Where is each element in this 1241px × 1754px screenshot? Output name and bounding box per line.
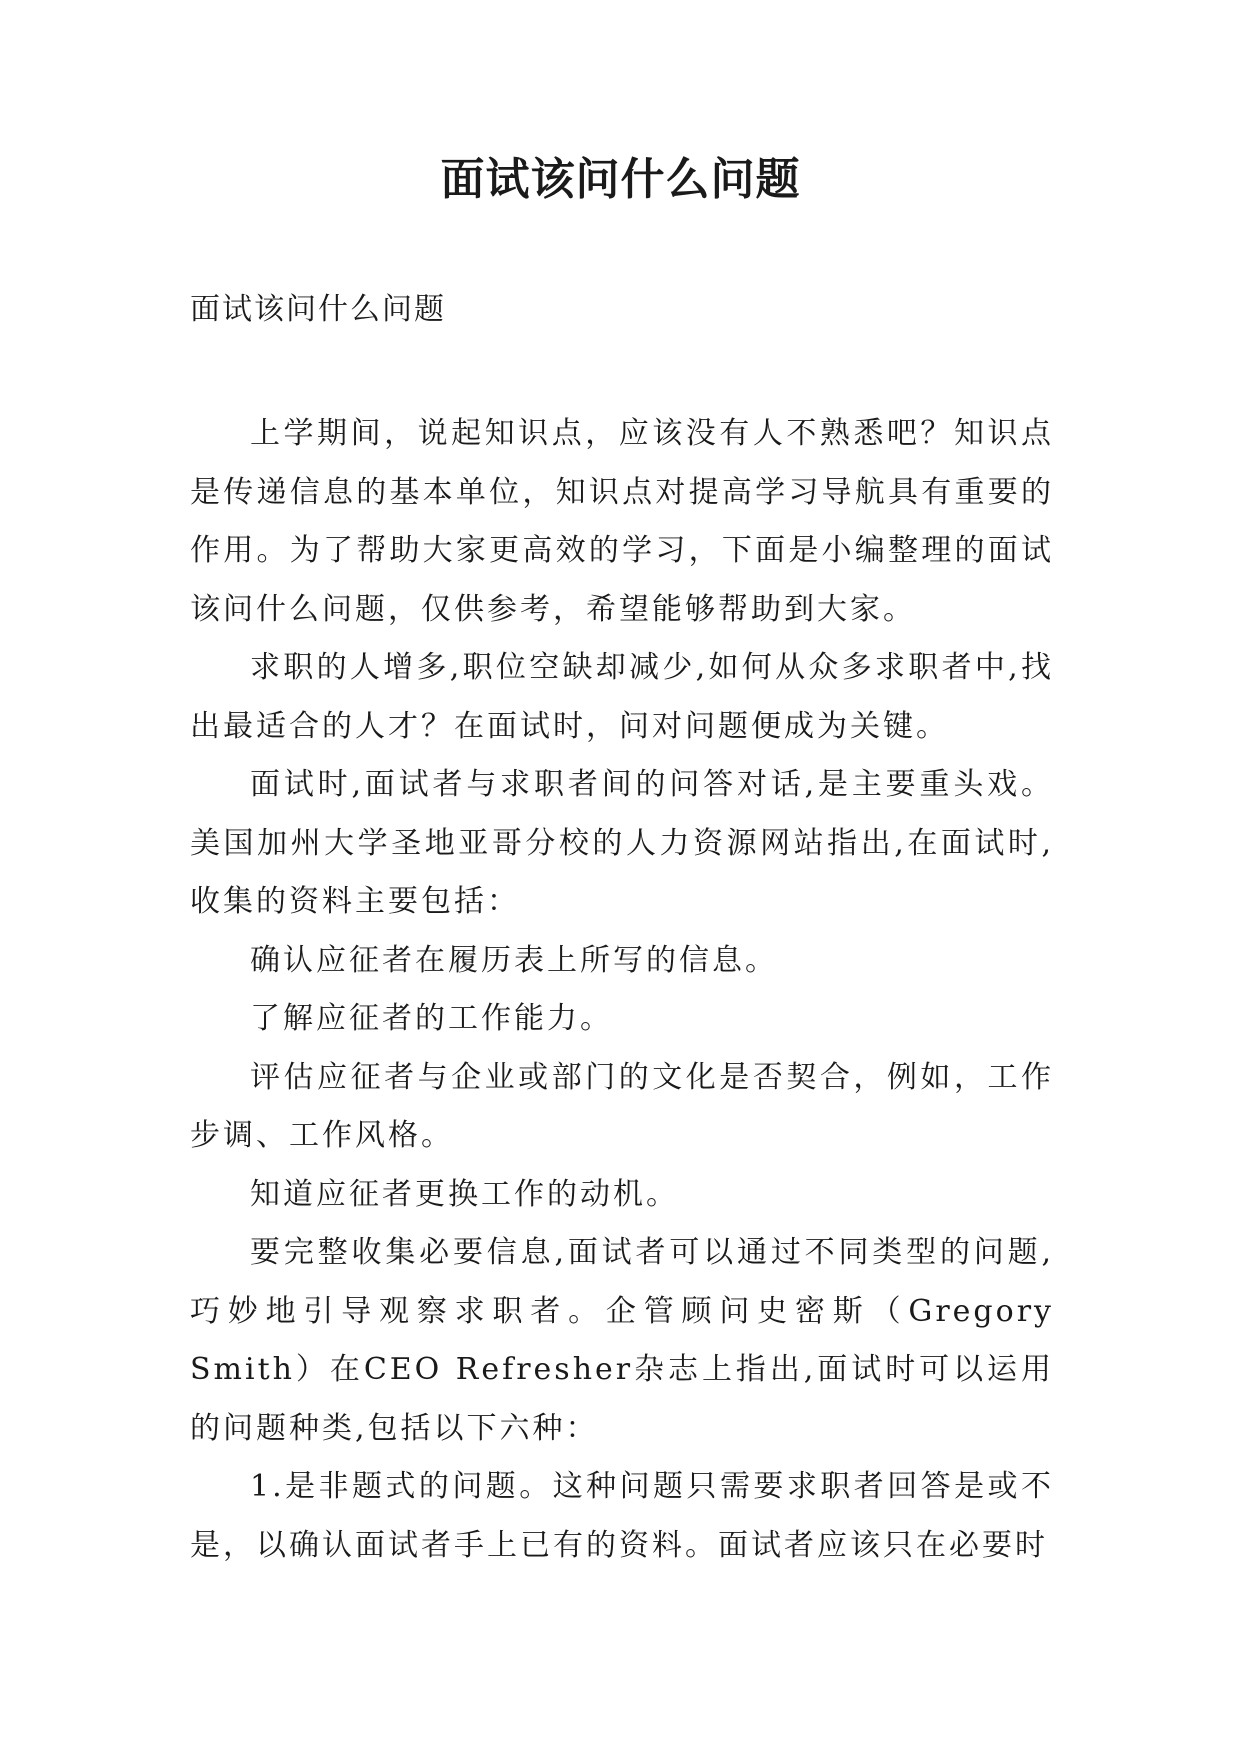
paragraph: 上学期间，说起知识点，应该没有人不熟悉吧？知识点是传递信息的基本单位，知识点对提高学习导航具有重要的作用。为了帮助大家更高效的学习，下面是小编整理的面试该问什么问题，仅供参考，希望能够帮助到大家。: [190, 416, 1054, 627]
document-subtitle: 面试该问什么问题: [190, 292, 446, 327]
paragraph: 知道应征者更换工作的动机。: [250, 1176, 679, 1212]
paragraph: 要完整收集必要信息,面试者可以通过不同类型的问题,巧妙地引导观察求职者。企管顾问史密斯（Gregory Smith）在CEO Refresher杂志上指出,面试时可以运用的问题种类,包括以下六种：: [190, 1235, 1054, 1446]
paragraph: 求职的人增多,职位空缺却减少,如何从众多求职者中,找出最适合的人才？在面试时，问对问题便成为关键。: [190, 650, 1054, 744]
document-title: 面试该问什么问题: [440, 154, 801, 205]
paragraph: 1.是非题式的问题。这种问题只需要求职者回答是或不是，以确认面试者手上已有的资料。面试者应该只在必要时: [190, 1469, 1054, 1563]
paragraph: 评估应征者与企业或部门的文化是否契合，例如，工作步调、工作风格。: [190, 1059, 1054, 1153]
paragraph: 面试时,面试者与求职者间的问答对话,是主要重头戏。美国加州大学圣地亚哥分校的人力资源网站指出,在面试时,收集的资料主要包括：: [190, 767, 1054, 919]
document-body: [190, 405, 1054, 1575]
paragraph: 了解应征者的工作能力。: [250, 1001, 613, 1036]
paragraph: 确认应征者在履历表上所写的信息。: [250, 942, 778, 978]
